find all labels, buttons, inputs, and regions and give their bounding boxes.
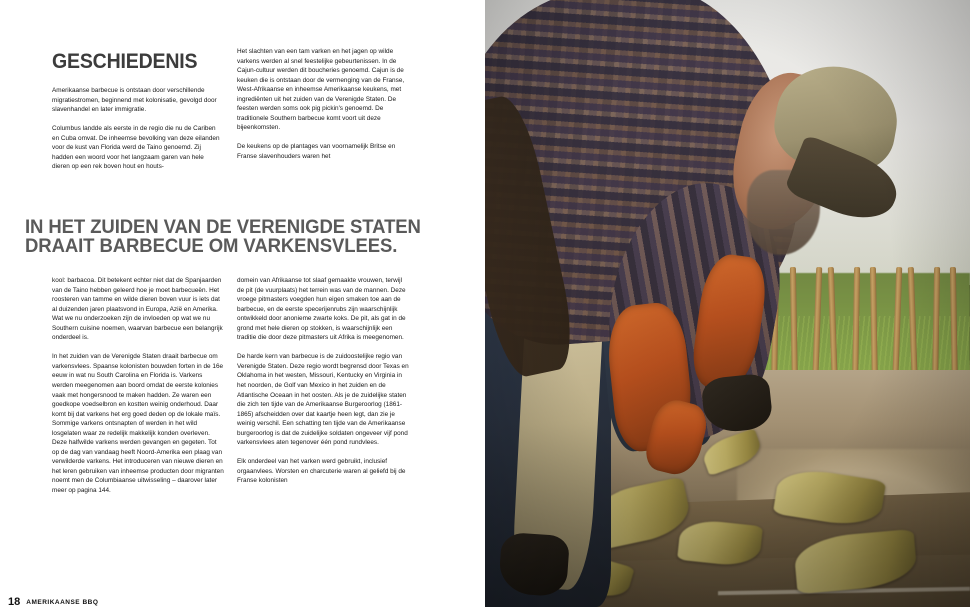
page-title: GESCHIEDENIS bbox=[52, 50, 198, 73]
paragraph: Amerikaanse barbecue is ontstaan door verschillende migratiestromen, beginnend met kolonisatie, gevolgd door slavenhandel en later immigratie. bbox=[52, 87, 217, 114]
paragraph: Elk onderdeel van het varken werd gebruikt, inclusief orgaanvlees. Worsten en charcuterie waren al geliefd bij de Franse kolonisten bbox=[237, 458, 406, 485]
headline-line-2: DRAAIT BARBECUE OM VARKENSVLEES. bbox=[25, 235, 398, 257]
column-bottom-left bbox=[52, 276, 224, 496]
column-bottom-right bbox=[237, 276, 409, 486]
page-footer bbox=[0, 593, 200, 607]
paragraph: Columbus landde als eerste in de regio die nu de Cariben en Cuba omvat. De inheemse bevolking van deze eilanden voor de kust van Florida werd de Taino genoemd. Zij hadden een woord voor het langzaam garen van hele dieren op een rek boven hout en houts- bbox=[52, 125, 220, 171]
pull-quote-headline bbox=[25, 218, 443, 256]
photograph bbox=[485, 0, 970, 607]
folio-page-number: 18 bbox=[8, 596, 21, 607]
column-top-left bbox=[52, 86, 222, 172]
paragraph: De harde kern van barbecue is de zuidoostelijke regio van Verenigde Staten. Deze regio wordt begrensd door Texas en Oklahoma in het westen, Missouri, Kentucky en Virginia in het noorden, de Golf van Mexico in het zuiden en de Atlantische Oceaan in het oosten. Als je de zuidelijke staten die zich ten tijde van de Amerikaanse Burgeroorlog (1861-1865) afscheidden over dat kaartje heen legt, dan zie je weinig verschil. Een schatting ten tijde van de Amerikaanse burgeroorlog is dat de zuidelijke soldaten ongeveer vijf pond varkensvlees aten tegenover één pond rundvlees. bbox=[237, 353, 409, 447]
paragraph: Het slachten van een tam varken en het jagen op wilde varkens werden al snel feestelijke gebeurtenissen. In de Cajun-cultuur werden dit boucheries genoemd. Cajun is de keuken die is ontstaan door de vermenging van de Franse, West-Afrikaanse en inheemse Amerikaanse keukens, met ingrediënten uit het zuiden van de Verenigde Staten. De feesten werden soms ook pig pickin's genoemd. De traditionele Southern barbecue komt voort uit deze bijeenkomsten. bbox=[237, 48, 405, 132]
paragraph: In het zuiden van de Verenigde Staten draait barbecue om varkensvlees. Spaanse kolonisten bouwden forten in de 16e eeuw in wat nu South Carolina en Florida is. Varkens werden meegenomen aan boord omdat de eerste kolonies vaak met hongersnood te maken hadden. Ze waren een goedkope voedselbron en kostten weinig onderhoud. Daar komt bij dat varkens het erg goed deden op de lokale maïs. Sommige varkens ontsnapten of werden in het wild losgelaten waar ze redelijk makkelijk konden overleven. Deze halfwilde varkens werden gevangen en gegeten. Tot op de dag van vandaag heeft Noord-Amerika een plaag van verwilderde varkens. Het introduceren van nieuwe dieren en het leren gebruiken van inheemse producten door migranten noemt men de Columbiaanse uitwisseling – daarover later meer op pagina 144. bbox=[52, 353, 224, 494]
headline-line-1: IN HET ZUIDEN VAN DE VERENIGDE STATEN bbox=[25, 216, 421, 238]
photo-page bbox=[485, 0, 970, 607]
column-top-right bbox=[237, 47, 409, 162]
paragraph: De keukens op de plantages van voornamelijk Britse en Franse slavenhouders waren het bbox=[237, 143, 396, 160]
paragraph: domein van Afrikaanse tot slaaf gemaakte vrouwen, terwijl de pit (de vuurplaats) het terrein was van de mannen. Deze vroege pitmasters voegden hun eigen smaken toe aan de barbecue, en de eerste specerijenrubs zijn waarschijnlijk ontwikkeld door anonieme zwarte koks. De pit, als gat in de grond met hele dieren op stokken, is waarschijnlijk een traditie die door deze pitmasters uit Afrika is meegenomen. bbox=[237, 277, 406, 342]
paragraph: kool: barbacoa. Dit betekent echter niet dat de Spanjaarden van de Taino hebben geleerd hoe je moet barbecueën. Het roosteren van tamme en wilde dieren boven vuur is iets dat al duizenden jaren plaatsvond in Europa, Azië en Amerika. Wat we nu onderzoeken zijn de invloeden op wat we nu Southern cuisine noemen, waarvan barbecue een belangrijk onderdeel is. bbox=[52, 277, 223, 342]
footer-section-label: AMERIKAANSE BBQ bbox=[26, 599, 99, 606]
